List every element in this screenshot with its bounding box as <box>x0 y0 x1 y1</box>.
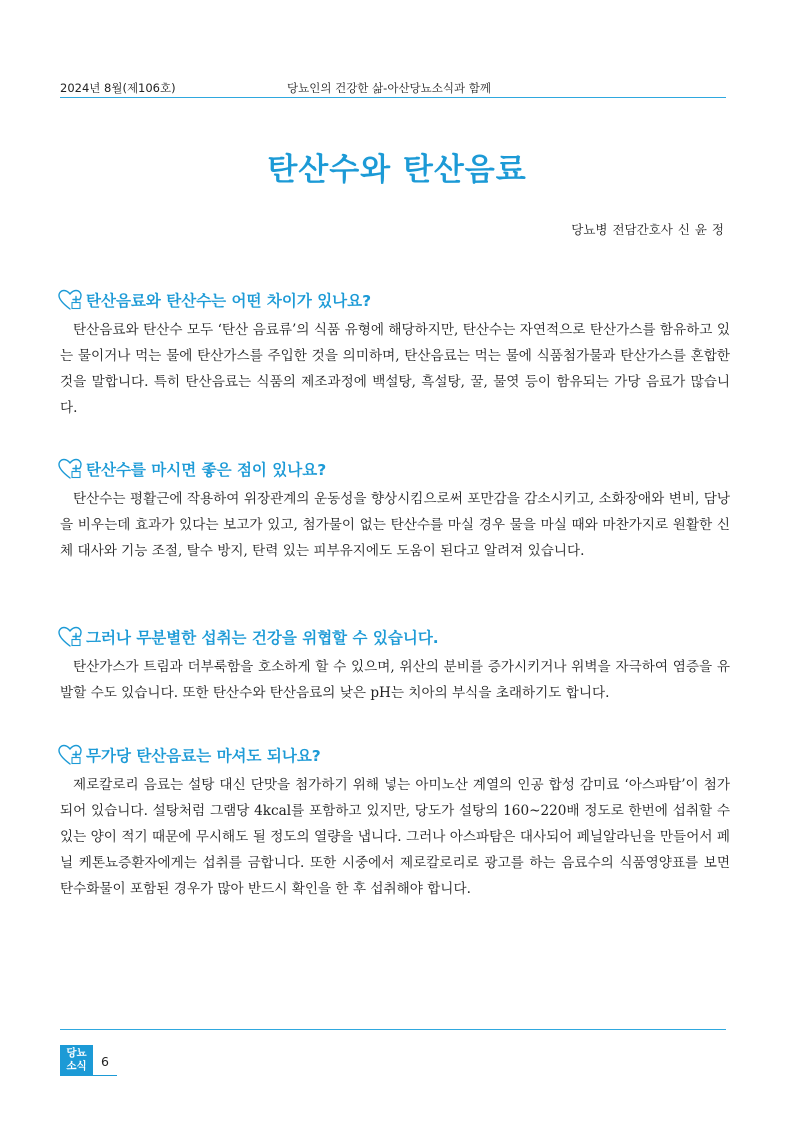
section-2 <box>58 456 730 564</box>
section-body: 탄산음료와 탄산수 모두 ‘탄산 음료류’의 식품 유형에 해당하지만, 탄산수는 자연적으로 탄산가스를 함유하고 있는 물이거나 먹는 물에 탄산가스를 주입한 것을 의미하며, 탄산음료는 먹는 물에 식품첨가물과 탄산가스를 혼합한 것을 말합니다. 특히 탄산음료는 식품의 제조과정에 백설탕, 흑설탕, 꿀, 물엿 등이 함유되는 가당 음료가 많습니다. <box>60 322 730 416</box>
section-heading-text: 무가당 탄산음료는 마셔도 되나요? <box>86 747 321 765</box>
footer-divider <box>60 1029 726 1030</box>
section-heading-text: 탄산수를 마시면 좋은 점이 있나요? <box>86 461 327 479</box>
heart-plus-icon <box>58 744 82 766</box>
page-header <box>60 78 726 98</box>
article-author: 당뇨병 전담간호사 신 윤 정 <box>571 222 724 237</box>
header-divider <box>60 97 726 98</box>
section-body: 탄산가스가 트림과 더부룩함을 호소하게 할 수 있으며, 위산의 분비를 증가시키거나 위벽을 자극하여 염증을 유발할 수도 있습니다. 또한 탄산수와 탄산음료의 낮은 pH는 치아의 부식을 초래하기도 합니다. <box>60 659 730 701</box>
heart-plus-icon <box>58 626 82 648</box>
section-heading <box>58 624 730 650</box>
footer-underline <box>60 1075 117 1076</box>
section-heading-text: 그러나 무분별한 섭취는 건강을 위협할 수 있습니다. <box>86 629 439 647</box>
section-heading-text: 탄산음료와 탄산수는 어떤 차이가 있나요? <box>86 292 372 310</box>
section-heading <box>58 456 730 482</box>
newsletter-badge <box>60 1045 93 1075</box>
heart-plus-icon <box>58 289 82 311</box>
section-heading <box>58 287 730 313</box>
section-heading <box>58 742 730 768</box>
section-1 <box>58 287 730 421</box>
section-body: 탄산수는 평활근에 작용하여 위장관계의 운동성을 향상시킴으로써 포만감을 감소시키고, 소화장애와 변비, 담낭을 비우는데 효과가 있다는 보고가 있고, 첨가물이 없는 탄산수를 마실 경우 물을 마실 때와 마찬가지로 원활한 신체 대사와 기능 조절, 탈수 방지, 탄력 있는 피부유지에도 도움이 된다고 알려져 있습니다. <box>60 491 730 559</box>
article-title: 탄산수와 탄산음료 <box>267 152 527 188</box>
newsletter-subtitle: 당뇨인의 건강한 삶-아산당뇨소식과 함께 <box>287 81 491 95</box>
section-body: 제로칼로리 음료는 설탕 대신 단맛을 첨가하기 위해 넣는 아미노산 계열의 인공 합성 감미료 ‘아스파탐’이 첨가되어 있습니다. 설탕처럼 그램당 4kcal를 포함하고 있지만, 당도가 설탕의 160~220배 정도로 한번에 섭취할 수 있는 양이 적기 때문에 무시해도 될 정도의 열량을 냅니다. 그러나 아스파탐은 대사되어 페닐알라닌을 만들어서 페닐 케톤뇨증환자에게는 섭취를 금합니다. 또한 시중에서 제로칼로리로 광고를 하는 음료수의 식품영양표를 보면 탄수화물이 포함된 경우가 많아 반드시 확인을 한 후 섭취해야 합니다. <box>60 777 730 897</box>
badge-line-1: 당뇨 <box>66 1047 87 1059</box>
section-3 <box>58 624 730 706</box>
heart-plus-icon <box>58 458 82 480</box>
issue-label: 2024년 8월(제106호) <box>60 81 176 95</box>
badge-line-2: 소식 <box>66 1060 87 1072</box>
page-number: 6 <box>101 1054 109 1069</box>
section-4 <box>58 742 730 902</box>
